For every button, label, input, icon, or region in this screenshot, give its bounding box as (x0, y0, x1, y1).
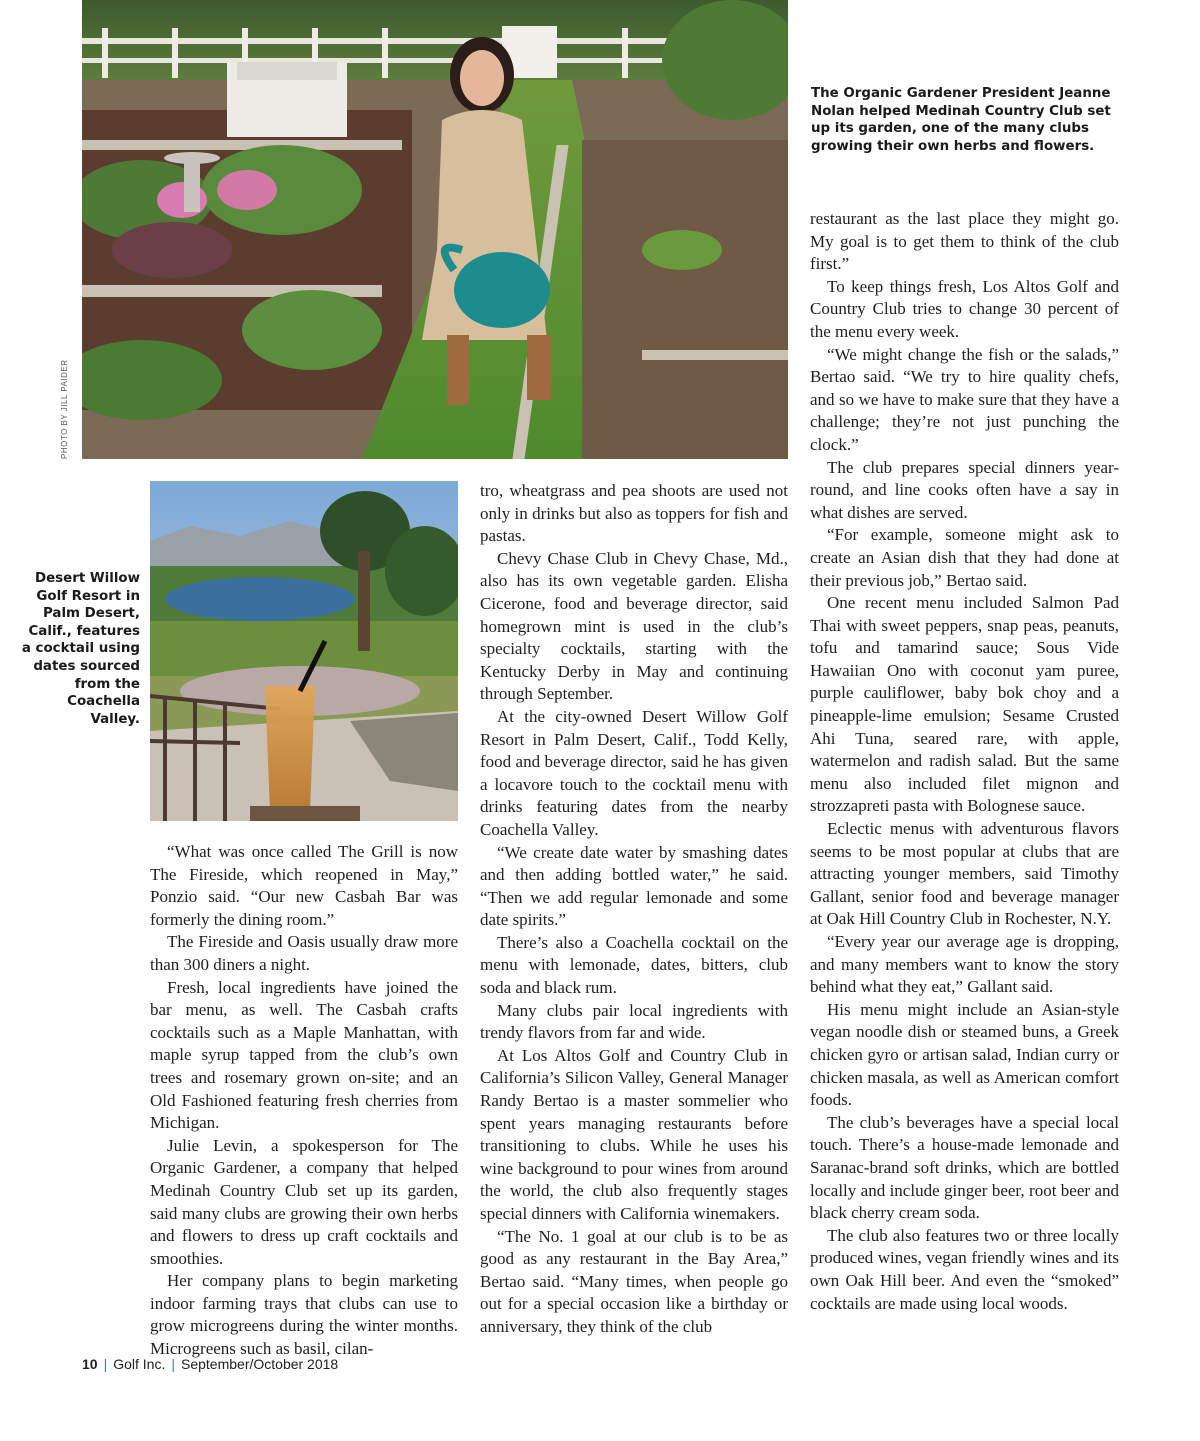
paragraph: “For example, someone might ask to create an Asian dish that they had done at their previous job,” Bertao said. (810, 525, 1119, 590)
paragraph: Her company plans to begin marketing indoor farming trays that clubs can use to grow microgreens during the winter months. Microgreens such as basil, cilan- (150, 1271, 458, 1359)
paragraph: Many clubs pair local ingredients with trendy flavors from far and wide. (480, 1000, 788, 1043)
paragraph-continued: tro, wheatgrass and pea shoots are used not only in drinks but also as toppers for fish and pastas. (480, 481, 788, 546)
publication-name: Golf Inc. (113, 1356, 166, 1372)
issue-date: September/October 2018 (181, 1356, 339, 1372)
garden-photo-illustration (82, 0, 788, 459)
footer-separator: | (171, 1356, 175, 1372)
paragraph: At the city-owned Desert Willow Golf Resort in Palm Desert, Calif., Todd Kelly, food and beverage director, said he has given a locavore touch to the cocktail menu with drinks featuring dates from the nearby Coachella Valley. (480, 706, 788, 839)
paragraph: To keep things fresh, Los Altos Golf and Country Club tries to change 30 percent of the menu every week. (810, 276, 1119, 341)
article-column-3 (810, 208, 1119, 1315)
page-number: 10 (82, 1356, 98, 1372)
page-footer (82, 1356, 338, 1372)
paragraph: His menu might include an Asian-style vegan noodle dish or steamed buns, a Greek chicken gyro or artisan salad, Indian curry or chicken masala, as well as American comfort foods. (810, 999, 1119, 1110)
paragraph: “Every year our average age is dropping, and many members want to know the story behind what they eat,” Gallant said. (810, 932, 1119, 997)
garden-photo-caption: The Organic Gardener President Jeanne Nolan helped Medinah Country Club set up its garden, one of the many clubs growing their own herbs and flowers. (811, 86, 1111, 154)
paragraph: Fresh, local ingredients have joined the bar menu, as well. The Casbah crafts cocktails such as a Maple Manhattan, with maple syrup tapped from the club’s own trees and rosemary grown on-site; and an Old Fashioned featuring fresh cherries from Michigan. (150, 977, 458, 1133)
paragraph: The club also features two or three locally produced wines, vegan friendly wines and its own Oak Hill beer. And even the “smoked” cocktails are made using local woods. (810, 1225, 1119, 1313)
paragraph: “The No. 1 goal at our club is to be as good as any restaurant in the Bay Area,” Bertao said. “Many times, when people go out for a special occasion like a birthday or anniversary, they think of the club (480, 1226, 788, 1336)
paragraph: The club’s beverages have a special local touch. There’s a house-made lemonade and Saranac-brand soft drinks, which are bottled locally and include ginger beer, root beer and black cherry cream soda. (810, 1112, 1119, 1223)
paragraph: One recent menu included Salmon Pad Thai with sweet peppers, snap peas, peanuts, tofu and tamarind sauce; Sous Vide Hawaiian Ono with coconut yam puree, purple cauliflower, baby bok choy and a pineapple-lime emulsion; Sesame Crusted Ahi Tuna, seared rare, with apple, watermelon and radish salad. But the same menu also included filet mignon and strozzapreti pasta with Bolognese sauce. (810, 593, 1119, 816)
paragraph: Chevy Chase Club in Chevy Chase, Md., also has its own vegetable garden. Elisha Cicerone, food and beverage director, said homegrown mint is used in the club’s specialty cocktails, starting with the Kentucky Derby in May and continuing through September. (480, 548, 788, 704)
garden-photo (82, 0, 788, 459)
paragraph: There’s also a Coachella cocktail on the menu with lemonade, dates, bitters, club soda and black rum. (480, 932, 788, 998)
article-column-1 (150, 841, 458, 1361)
paragraph: The club prepares special dinners year-round, and line cooks often have a say in what dishes are served. (810, 457, 1119, 522)
paragraph: “What was once called The Grill is now The Fireside, which reopened in May,” Ponzio said. “Our new Casbah Bar was formerly the dining room.” (150, 842, 458, 929)
paragraph: At Los Altos Golf and Country Club in California’s Silicon Valley, General Manager Randy Bertao is a master sommelier who spent years managing restaurants before transitioning to clubs. While he uses his wine background to pour wines from around the world, the club also frequently stages special dinners with California winemakers. (480, 1045, 788, 1223)
paragraph: “We might change the fish or the salads,” Bertao said. “We try to hire quality chefs, and so we have to make sure that they have a challenge; they’re not just punching the clock.” (810, 344, 1119, 454)
cocktail-photo-illustration (150, 481, 458, 821)
paragraph: The Fireside and Oasis usually draw more than 300 diners a night. (150, 932, 458, 974)
cocktail-photo-caption: Desert Willow Golf Resort in Palm Desert, Calif., features a cocktail using dates sourced from the Coachella Valley. (21, 571, 140, 727)
paragraph: “We create date water by smashing dates and then adding bottled water,” he said. “Then we add regular lemonade and some date spirits.” (480, 842, 788, 930)
paragraph: Julie Levin, a spokesperson for The Organic Gardener, a company that helped Medinah Country Club set up its garden, said many clubs are growing their own herbs and flowers to dress up craft cocktails and smoothies. (150, 1135, 458, 1268)
paragraph-continued: restaurant as the last place they might go. My goal is to get them to think of the club first.” (810, 209, 1119, 274)
footer-separator: | (103, 1356, 108, 1372)
cocktail-photo (150, 481, 458, 821)
article-column-2 (480, 480, 788, 1339)
photo-credit: PHOTO BY JILL PAIDER (60, 359, 69, 459)
paragraph: Eclectic menus with adventurous flavors seems to be most popular at clubs that are attracting younger members, said Timothy Gallant, senior food and beverage manager at Oak Hill Country Club in Rochester, N.Y. (810, 819, 1119, 929)
